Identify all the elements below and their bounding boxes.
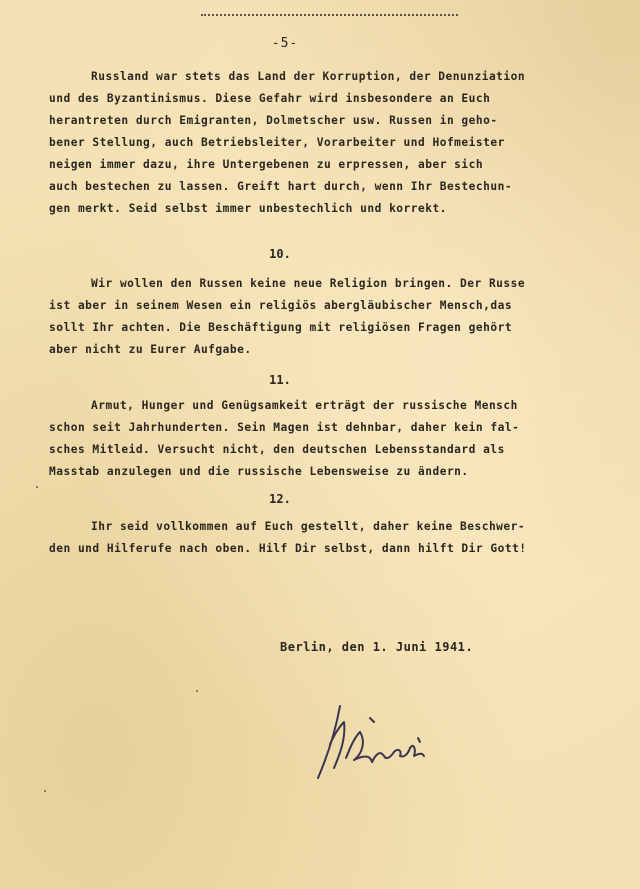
dotted-rule (201, 14, 458, 16)
text-line: ist aber in seinem Wesen ein religiös abergläubischer Mensch,das (49, 299, 513, 312)
paper-speck (196, 690, 198, 692)
paragraph-10 (49, 273, 609, 361)
text-line: und des Byzantinismus. Diese Gefahr wird insbesondere an Euch (49, 92, 491, 105)
text-line: den und Hilferufe nach oben. Hilf Dir selbst, dann hilft Dir Gott! (49, 542, 527, 555)
text-line: Ihr seid vollkommen auf Euch gestellt, daher keine Beschwer- (91, 520, 526, 533)
text-line: herantreten durch Emigranten, Dolmetscher usw. Russen in geho- (49, 114, 498, 127)
text-line: Wir wollen den Russen keine neue Religion bringen. Der Russe (91, 277, 526, 290)
paragraph-11 (49, 395, 609, 483)
text-line: Russland war stets das Land der Korruption, der Denunziation (91, 70, 526, 83)
text-line: aber nicht zu Eurer Aufgabe. (49, 343, 252, 356)
page-number: -5- (271, 36, 299, 51)
section-number-12: 12. (269, 492, 291, 506)
text-line: Masstab anzulegen und die russische Lebensweise zu ändern. (49, 465, 469, 478)
signature-image (310, 698, 450, 788)
section-number-10: 10. (269, 247, 291, 261)
place-date: Berlin, den 1. Juni 1941. (280, 640, 474, 654)
section-number-11: 11. (269, 373, 291, 387)
paragraph-intro (49, 66, 609, 220)
paragraph-12 (49, 516, 609, 560)
text-line: schon seit Jahrhunderten. Sein Magen ist dehnbar, daher kein fal- (49, 421, 520, 434)
text-line: neigen immer dazu, ihre Untergebenen zu erpressen, aber sich (49, 158, 484, 171)
paper-speck (44, 790, 46, 792)
paper-speck (36, 486, 38, 488)
text-line: sollt Ihr achten. Die Beschäftigung mit religiösen Fragen gehört (49, 321, 513, 334)
text-line: gen merkt. Seid selbst immer unbestechlich und korrekt. (49, 202, 447, 215)
text-line: Armut, Hunger und Genügsamkeit erträgt der russische Mensch (91, 399, 518, 412)
text-line: bener Stellung, auch Betriebsleiter, Vorarbeiter und Hofmeister (49, 136, 505, 149)
text-line: sches Mitleid. Versucht nicht, den deutschen Lebensstandard als (49, 443, 505, 456)
text-line: auch bestechen zu lassen. Greift hart durch, wenn Ihr Bestechun- (49, 180, 513, 193)
